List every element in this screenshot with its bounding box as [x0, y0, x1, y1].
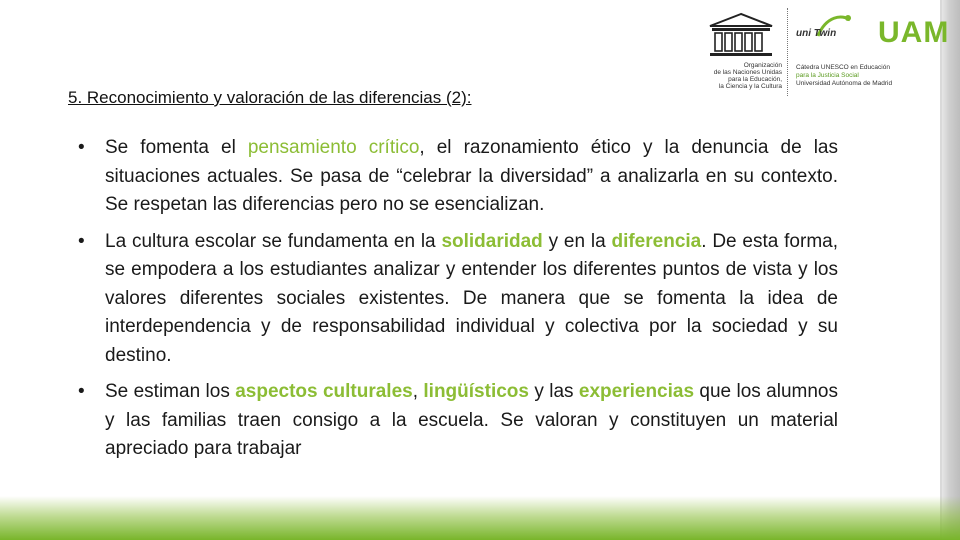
logo-divider: [787, 8, 788, 96]
bullet-2-highlight-1: solidaridad: [441, 230, 543, 252]
catedra-line-3: Universidad Autónoma de Madrid: [796, 80, 893, 87]
bullet-2-text-3: . De esta forma, se empodera a los estudiantes analizar y entender los diferentes puntos de vista y los valores diferentes sociales existentes. De manera que se fomenta la idea de interdependencia y de responsabilidad individual y colectiva por la sociedad y su destino.: [105, 230, 838, 366]
unitwin-logo: [796, 16, 876, 56]
bullet-3-highlight-1: aspectos culturales: [235, 381, 413, 402]
bullet-dot: •: [78, 230, 85, 252]
bullet-1-text-2: , el razonamiento ético y la denuncia de las situaciones actuales. Se pasa de “celebrar la diversidad” a analizarla en su contexto. Se respetan las diferencias pero no se esencializan.: [105, 137, 838, 215]
bullet-3-text-1: Se estiman los: [105, 381, 236, 402]
bullet-3-text-4: que los alumnos y las familias traen consigo a la escuela. Se valoran y constituyen un material apreciado para trabajar: [105, 381, 838, 459]
bullet-dot: •: [78, 381, 85, 402]
bullet-item-3: [78, 378, 838, 464]
uam-label: UAM: [878, 16, 950, 49]
bullet-3-text-3: y las: [528, 381, 579, 402]
uam-logo: [878, 16, 950, 60]
bullet-item-1: [78, 134, 838, 220]
bullet-3-highlight-3: experiencias: [578, 381, 695, 402]
catedra-line-1: Cátedra UNESCO en Educación: [796, 64, 890, 71]
unitwin-label: uni Twin: [796, 28, 837, 39]
unesco-caption: Organización de las Naciones Unidas para la Educación, la Ciencia y la Cultura: [713, 62, 782, 90]
right-edge-shadow: [942, 0, 960, 540]
unesco-logo: [696, 12, 786, 96]
bullet-2-text-2: y en la: [542, 230, 612, 252]
logo-area: [696, 6, 950, 98]
bullet-item-2: [78, 228, 838, 371]
bottom-green-bar: [0, 496, 960, 540]
catedra-text: [796, 64, 930, 88]
bullet-1-highlight-1: pensamiento crítico: [247, 137, 420, 158]
bullet-3-highlight-2: lingüísticos: [423, 381, 529, 402]
unesco-temple-icon: [706, 12, 776, 58]
bullet-2-text-1: La cultura escolar se fundamenta en la: [105, 230, 442, 252]
bullet-dot: •: [78, 137, 85, 158]
bullet-3-text-2: ,: [412, 381, 424, 402]
bullet-2-highlight-2: diferencia: [611, 230, 702, 252]
catedra-line-2: para la Justicia Social: [796, 72, 859, 79]
bullet-list: [78, 134, 838, 472]
slide-heading: 5. Reconocimiento y valoración de las diferencias (2):: [68, 88, 472, 107]
bullet-1-text-1: Se fomenta el: [105, 137, 248, 158]
